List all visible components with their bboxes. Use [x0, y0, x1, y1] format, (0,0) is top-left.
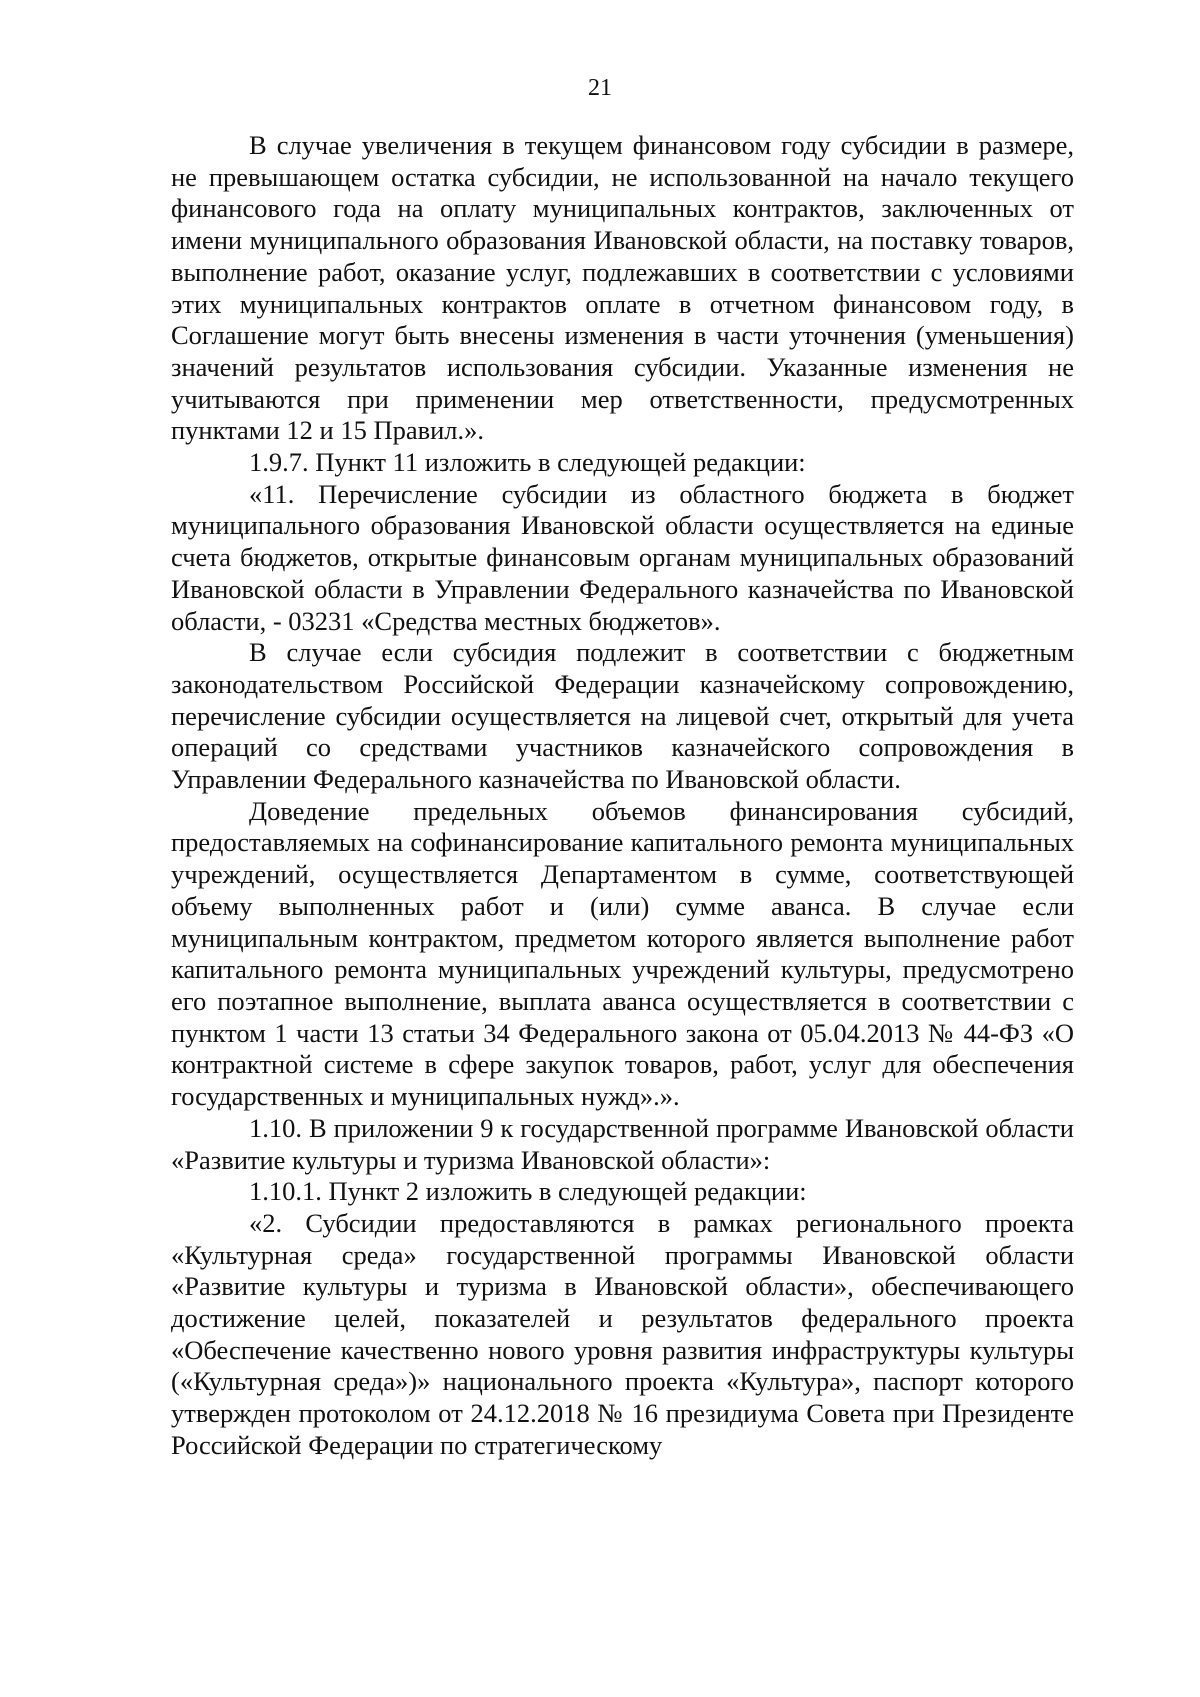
paragraph-1-10-1-heading: 1.10.1. Пункт 2 изложить в следующей редакции:	[249, 1176, 807, 1207]
page-number: 21	[588, 75, 612, 101]
paragraph-1-9-7-heading: 1.9.7. Пункт 11 изложить в следующей редакции:	[249, 447, 806, 478]
paragraph-subsidy-increase: В случае увеличения в текущем финансовом году субсидии в размере, не превышающем остатка субсидии, не использованной на начало текущего финансового года на оплату муниципальных контрактов, заключенных от имени муниципального образования Ивановской области, на поставку товаров, выполнение работ, оказание услуг, подлежавших в соответствии с условиями этих муниципальных контрактов оплате в отчетном финансовом году, в Соглашение могут быть внесены изменения в части уточнения (уменьшения) значений результатов использования субсидии. Указанные изменения не учитываются при применении мер ответственности, предусмотренных пунктами 12 и 15 Правил.».	[171, 130, 1074, 446]
paragraph-1-10-heading: 1.10. В приложении 9 к государственной программе Ивановской области «Развитие культуры и туризма Ивановской области»:	[171, 1112, 1074, 1175]
paragraph-item-2: «2. Субсидии предоставляются в рамках регионального проекта «Культурная среда» государственной программы Ивановской области «Развитие культуры и туризма в Ивановской области», обеспечивающего достижение целей, показателей и результатов федерального проекта «Обеспечение качественно нового уровня развития инфраструктуры культуры («Культурная среда»)» национального проекта «Культура», паспорт которого утвержден протоколом от 24.12.2018 № 16 президиума Совета при Президенте Российской Федерации по стратегическому	[171, 1207, 1074, 1460]
document-body	[171, 130, 1074, 1462]
paragraph-item-11: «11. Перечисление субсидии из областного бюджета в бюджет муниципального образования Ивановской области осуществляется на единые счета бюджетов, открытые финансовым органам муниципальных образований Ивановской области в Управлении Федерального казначейства по Ивановской области, - 03231 «Средства местных бюджетов».	[171, 478, 1074, 636]
paragraph-funding-limits: Доведение предельных объемов финансирования субсидий, предоставляемых на софинансирование капитального ремонта муниципальных учреждений, осуществляется Департаментом в сумме, соответствующей объему выполненных работ и (или) сумме аванса. В случае если муниципальным контрактом, предметом которого является выполнение работ капитального ремонта муниципальных учреждений культуры, предусмотрено его поэтапное выполнение, выплата аванса осуществляется в соответствии с пунктом 1 части 13 статьи 34 Федерального закона от 05.04.2013 № 44-ФЗ «О контрактной системе в сфере закупок товаров, работ, услуг для обеспечения государственных и муниципальных нужд».».	[171, 795, 1074, 1112]
paragraph-treasury-support: В случае если субсидия подлежит в соответствии с бюджетным законодательством Российской Федерации казначейскому сопровождению, перечисление субсидии осуществляется на лицевой счет, открытый для учета операций со средствами участников казначейского сопровождения в Управлении Федерального казначейства по Ивановской области.	[171, 637, 1074, 795]
